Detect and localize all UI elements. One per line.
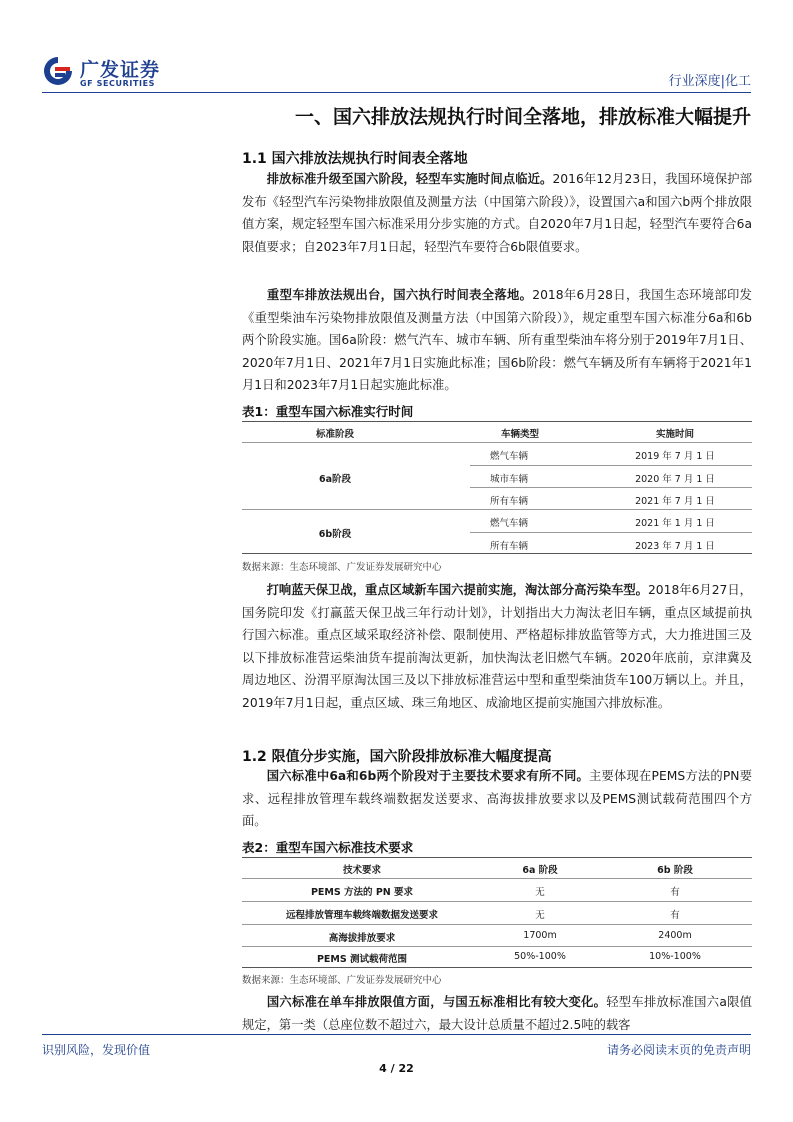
- table-2-6a-value: 无: [535, 887, 545, 898]
- table-2-6b-value: 有: [670, 910, 680, 921]
- footer-divider: [42, 1034, 751, 1035]
- subsection-1-1-title: 1.1 国六排放法规执行时间表全落地: [242, 151, 468, 167]
- company-logo: [42, 55, 192, 93]
- table-1-group-rule: [242, 509, 752, 510]
- paragraph-body: 轻型车排放标准国六a限值规定，第一类（总座位数不超过六，最大设计总质量不超过2.5吨的载客: [242, 995, 752, 1032]
- table-1-header-stage: 标准阶段: [315, 429, 354, 440]
- table-1-vehicle: 所有车辆: [490, 541, 529, 552]
- gf-logo-icon: [42, 55, 74, 87]
- table-1-date: 2021 年 1 月 1 日: [635, 518, 715, 529]
- paragraph-lead: 排放标准升级至国六阶段，轻型车实施时间点临近。: [266, 172, 553, 186]
- logo-english-name: GF SECURITIES: [80, 79, 156, 88]
- paragraph-body: 主要体现在PEMS方法的PN要求、远程排放管理车载终端数据发送要求、高海拔排放要求以及PEMS测试载荷范围四个方面。: [242, 769, 752, 828]
- paragraph-single-vehicle-limits: [242, 991, 752, 1036]
- table-1-row-rule: [470, 487, 752, 488]
- table-1-row-rule: [470, 532, 752, 533]
- page-number: 4 / 22: [379, 1062, 414, 1075]
- paragraph-heavy-vehicle: [242, 284, 752, 397]
- table-2-row-rule: [242, 946, 752, 947]
- paragraph-lead: 打响蓝天保卫战，重点区域新车国六提前实施，淘汰部分高污染车型。: [266, 583, 648, 597]
- table-2-6b-value: 有: [670, 887, 680, 898]
- table-2-top-rule: [242, 857, 752, 858]
- paragraph-lead: 国六标准中6a和6b两个阶段对于主要技术要求有所不同。: [266, 769, 590, 783]
- table-2-req: PEMS 测试载荷范围: [316, 954, 408, 965]
- table-1-title: 表1：重型车国六标准实行时间: [242, 404, 414, 419]
- table-1-date: 2019 年 7 月 1 日: [635, 451, 715, 462]
- table-1-header-vehicle: 车辆类型: [500, 429, 539, 440]
- table-1-bottom-rule: [242, 553, 752, 554]
- table-1-date: 2020 年 7 月 1 日: [635, 474, 715, 485]
- report-type: 行业深度|化工: [668, 74, 751, 89]
- table-2-6a-value: 50%-100%: [514, 951, 566, 962]
- section-title: 一、国六排放法规执行时间全落地，排放标准大幅提升: [294, 106, 751, 128]
- table-1-date: 2023 年 7 月 1 日: [635, 541, 715, 552]
- table-1-vehicle: 所有车辆: [490, 496, 529, 507]
- table-1-stage-6a: 6a阶段: [318, 474, 352, 485]
- table-2-bottom-rule: [242, 967, 752, 968]
- table-2-header-req: 技术要求: [342, 865, 381, 876]
- table-2-row-rule: [242, 901, 752, 902]
- table-1-header-date: 实施时间: [655, 429, 694, 440]
- table-2-row-rule: [242, 924, 752, 925]
- table-2-header-6b: 6b 阶段: [657, 865, 693, 876]
- paragraph-lead: 国六标准在单车排放限值方面，与国五标准相比有较大变化。: [266, 995, 607, 1009]
- paragraph-light-vehicle: [242, 168, 752, 258]
- table-2-req: PEMS 方法的 PN 要求: [310, 887, 414, 898]
- paragraph-6a-6b: [242, 765, 752, 833]
- paragraph-body: 2018年6月28日，我国生态环境部印发《重型柴油车污染物排放限值及测量方法（中国第六阶段）》，规定重型车国六标准分6a和6b两个阶段实施。国6a阶段：燃气汽车、城市车辆、所有重型柴油车将分别于2019年7月1日、2020年7月1日、2021年7月1日实施此标准；国6b阶段：燃气车辆及所有车辆将于2021年1月1日和2023年7月1日起实施此标准。: [242, 288, 752, 392]
- table-1-top-rule: [242, 421, 752, 422]
- paragraph-lead: 重型车排放法规出台，国六执行时间表全落地。: [266, 288, 533, 302]
- paragraph-blue-sky: [242, 579, 752, 714]
- paragraph-body: 2016年12月23日，我国环境保护部发布《轻型汽车污染物排放限值及测量方法（中国第六阶段）》，设置国六a和国六b两个排放限值方案，规定轻型车国六标准采用分步实施的方式。自2020年7月1日起，轻型汽车要符合6a限值要求；自2023年7月1日起，轻型汽车要符合6b限值要求。: [242, 172, 752, 254]
- table-1-source: 数据来源：生态环境部、广发证券发展研究中心: [242, 562, 442, 573]
- table-1-date: 2021 年 7 月 1 日: [635, 496, 715, 507]
- header-divider: [42, 92, 751, 93]
- paragraph-body: 2018年6月27日，国务院印发《打赢蓝天保卫战三年行动计划》，计划指出大力淘汰老旧车辆，重点区域提前执行国六标准。重点区域采取经济补偿、限制使用、严格超标排放监管等方式，大力推进国三及以下排放标准营运柴油货车提前淘汰更新，加快淘汰老旧燃气车辆。2020年底前，京津冀及周边地区、汾渭平原淘汰国三及以下排放标准营运中型和重型柴油货车100万辆以上。并且，2019年7月1日起，重点区域、珠三角地区、成渝地区提前实施国六排放标准。: [242, 583, 752, 710]
- footer-slogan: 识别风险，发现价值: [42, 1043, 151, 1057]
- table-1-vehicle: 城市车辆: [490, 474, 529, 485]
- table-1-vehicle: 燃气车辆: [490, 451, 529, 462]
- table-2-6b-value: 2400m: [658, 930, 692, 941]
- table-2-req: 远程排放管理车载终端数据发送要求: [285, 910, 438, 921]
- table-2-6a-value: 无: [535, 910, 545, 921]
- table-1-vehicle: 燃气车辆: [490, 518, 529, 529]
- table-1-header-rule: [242, 442, 752, 443]
- table-1-stage-6b: 6b阶段: [318, 529, 352, 540]
- table-2-header-rule: [242, 878, 752, 879]
- table-2-header-6a: 6a 阶段: [522, 865, 558, 876]
- footer-disclaimer-note: 请务必阅读末页的免责声明: [606, 1043, 751, 1057]
- table-2-title: 表2：重型车国六标准技术要求: [242, 840, 414, 855]
- subsection-1-2-title: 1.2 限值分步实施，国六阶段排放标准大幅度提高: [242, 749, 552, 765]
- table-2-req: 高海拔排放要求: [328, 933, 396, 944]
- table-2-6a-value: 1700m: [523, 930, 557, 941]
- table-2-6b-value: 10%-100%: [649, 951, 701, 962]
- table-1-row-rule: [470, 465, 752, 466]
- table-2-source: 数据来源：生态环境部、广发证券发展研究中心: [242, 975, 442, 986]
- logo-chinese-name: 广发证券: [80, 59, 161, 81]
